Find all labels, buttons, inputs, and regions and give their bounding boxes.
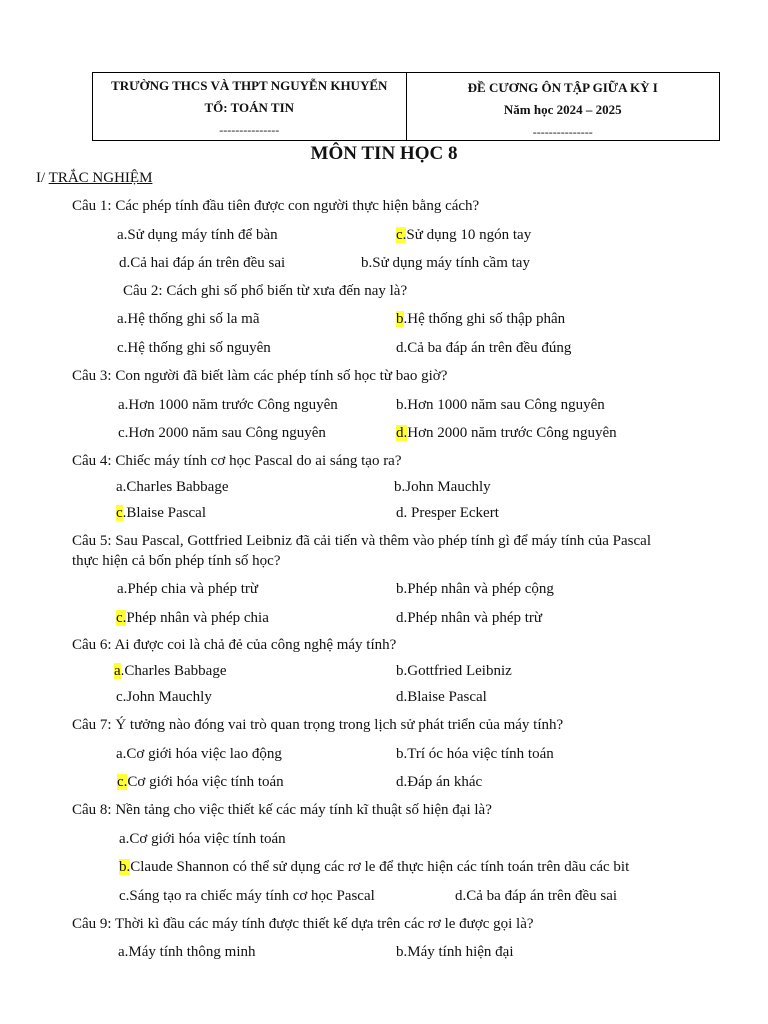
option-6b: b.Gottfried Leibniz [396, 663, 512, 679]
option-3d: d.Hơn 2000 năm trước Công nguyên [396, 425, 617, 441]
option-1d: d.Cả hai đáp án trên đều sai [119, 255, 286, 271]
option-7c: c.Cơ giới hóa việc tính toán [117, 774, 284, 790]
option-4c: c.Blaise Pascal [116, 505, 206, 521]
school-name: TRƯỜNG THCS VÀ THPT NGUYỄN KHUYẾN [111, 78, 388, 93]
header-divider-left: --------------- [219, 123, 280, 137]
answer-highlight: a [114, 663, 121, 679]
school-year: Năm học 2024 – 2025 [503, 102, 622, 117]
question-4: Câu 4: Chiếc máy tính cơ học Pascal do ai sáng tạo ra? [72, 453, 402, 469]
option-2c: c.Hệ thống ghi số nguyên [117, 340, 271, 356]
answer-highlight: c. [116, 610, 127, 626]
answer-highlight: b [396, 311, 404, 327]
option-3b: b.Hơn 1000 năm sau Công nguyên [396, 397, 605, 413]
option-2a: a.Hệ thống ghi số la mã [117, 311, 260, 327]
header-exam-cell [407, 73, 720, 140]
section-label: TRẮC NGHIỆM [48, 170, 153, 186]
header-school-cell [93, 73, 407, 140]
answer-highlight: c. [396, 227, 407, 243]
option-6a: a.Charles Babbage [114, 663, 227, 679]
exam-title: ĐỀ CƯƠNG ÔN TẬP GIỮA KỲ I [467, 80, 658, 95]
option-5c: c.Phép nhân và phép chia [116, 610, 269, 626]
question-5: Câu 5: Sau Pascal, Gottfried Leibniz đã cải tiến và thêm vào phép tính gì để máy tính của Pascal [72, 533, 652, 549]
question-2: Câu 2: Cách ghi số phổ biến từ xưa đến nay là? [123, 283, 408, 299]
option-7b: b.Trí óc hóa việc tính toán [396, 746, 554, 762]
option-1b: b.Sử dụng máy tính cầm tay [361, 255, 530, 271]
header-table [92, 72, 720, 141]
option-3c: c.Hơn 2000 năm sau Công nguyên [118, 425, 326, 441]
department-name: TỔ: TOÁN TIN [204, 100, 295, 115]
answer-highlight: c. [117, 774, 128, 790]
question-5-cont: thực hiện cả bốn phép tính số học? [72, 553, 281, 569]
option-8b: b.Claude Shannon có thể sử dụng các rơ le để thực hiện các tính toán trên dãu các bit [119, 859, 630, 875]
option-9b: b.Máy tính hiện đại [396, 944, 514, 960]
section-heading [36, 170, 152, 187]
answer-highlight: c [116, 505, 123, 521]
option-5d: d.Phép nhân và phép trừ [396, 610, 543, 626]
answer-highlight: d. [396, 425, 408, 441]
question-3: Câu 3: Con người đã biết làm các phép tính số học từ bao giờ? [72, 368, 448, 384]
option-9a: a.Máy tính thông minh [118, 944, 256, 960]
option-1c: c.Sử dụng 10 ngón tay [396, 227, 532, 243]
question-1: Câu 1: Các phép tính đầu tiên được con người thực hiện bằng cách? [72, 198, 480, 214]
option-5b: b.Phép nhân và phép cộng [396, 581, 554, 597]
answer-highlight: b. [119, 859, 131, 875]
question-7: Câu 7: Ý tưởng nào đóng vai trò quan trọng trong lịch sử phát triển của máy tính? [72, 717, 564, 733]
option-4a: a.Charles Babbage [116, 479, 229, 495]
option-8a: a.Cơ giới hóa việc tính toán [119, 831, 286, 847]
option-8c: c.Sáng tạo ra chiếc máy tính cơ học Pascal [119, 888, 375, 904]
question-9: Câu 9: Thời kì đầu các máy tính được thiết kế dựa trên các rơ le được gọi là? [72, 916, 534, 932]
option-6c: c.John Mauchly [116, 689, 212, 705]
section-prefix: I/ [36, 170, 49, 186]
option-4d: d. Presper Eckert [396, 505, 499, 521]
option-7a: a.Cơ giới hóa việc lao động [116, 746, 282, 762]
question-6: Câu 6: Ai được coi là chả đẻ của công nghệ máy tính? [72, 637, 397, 653]
subject-title: MÔN TIN HỌC 8 [310, 143, 458, 164]
option-7d: d.Đáp án khác [396, 774, 483, 790]
option-4b: b.John Mauchly [394, 479, 491, 495]
question-8: Câu 8: Nền tảng cho việc thiết kế các máy tính kĩ thuật số hiện đại là? [72, 802, 492, 818]
option-2b: b.Hệ thống ghi số thập phân [396, 311, 566, 327]
option-1a: a.Sử dụng máy tính để bàn [117, 227, 278, 243]
option-8d: d.Cả ba đáp án trên đều sai [455, 888, 618, 904]
option-3a: a.Hơn 1000 năm trước Công nguyên [118, 397, 338, 413]
option-6d: d.Blaise Pascal [396, 689, 487, 705]
option-5a: a.Phép chia và phép trừ [117, 581, 259, 597]
header-divider-right: --------------- [532, 125, 593, 139]
option-2d: d.Cả ba đáp án trên đều đúng [396, 340, 572, 356]
